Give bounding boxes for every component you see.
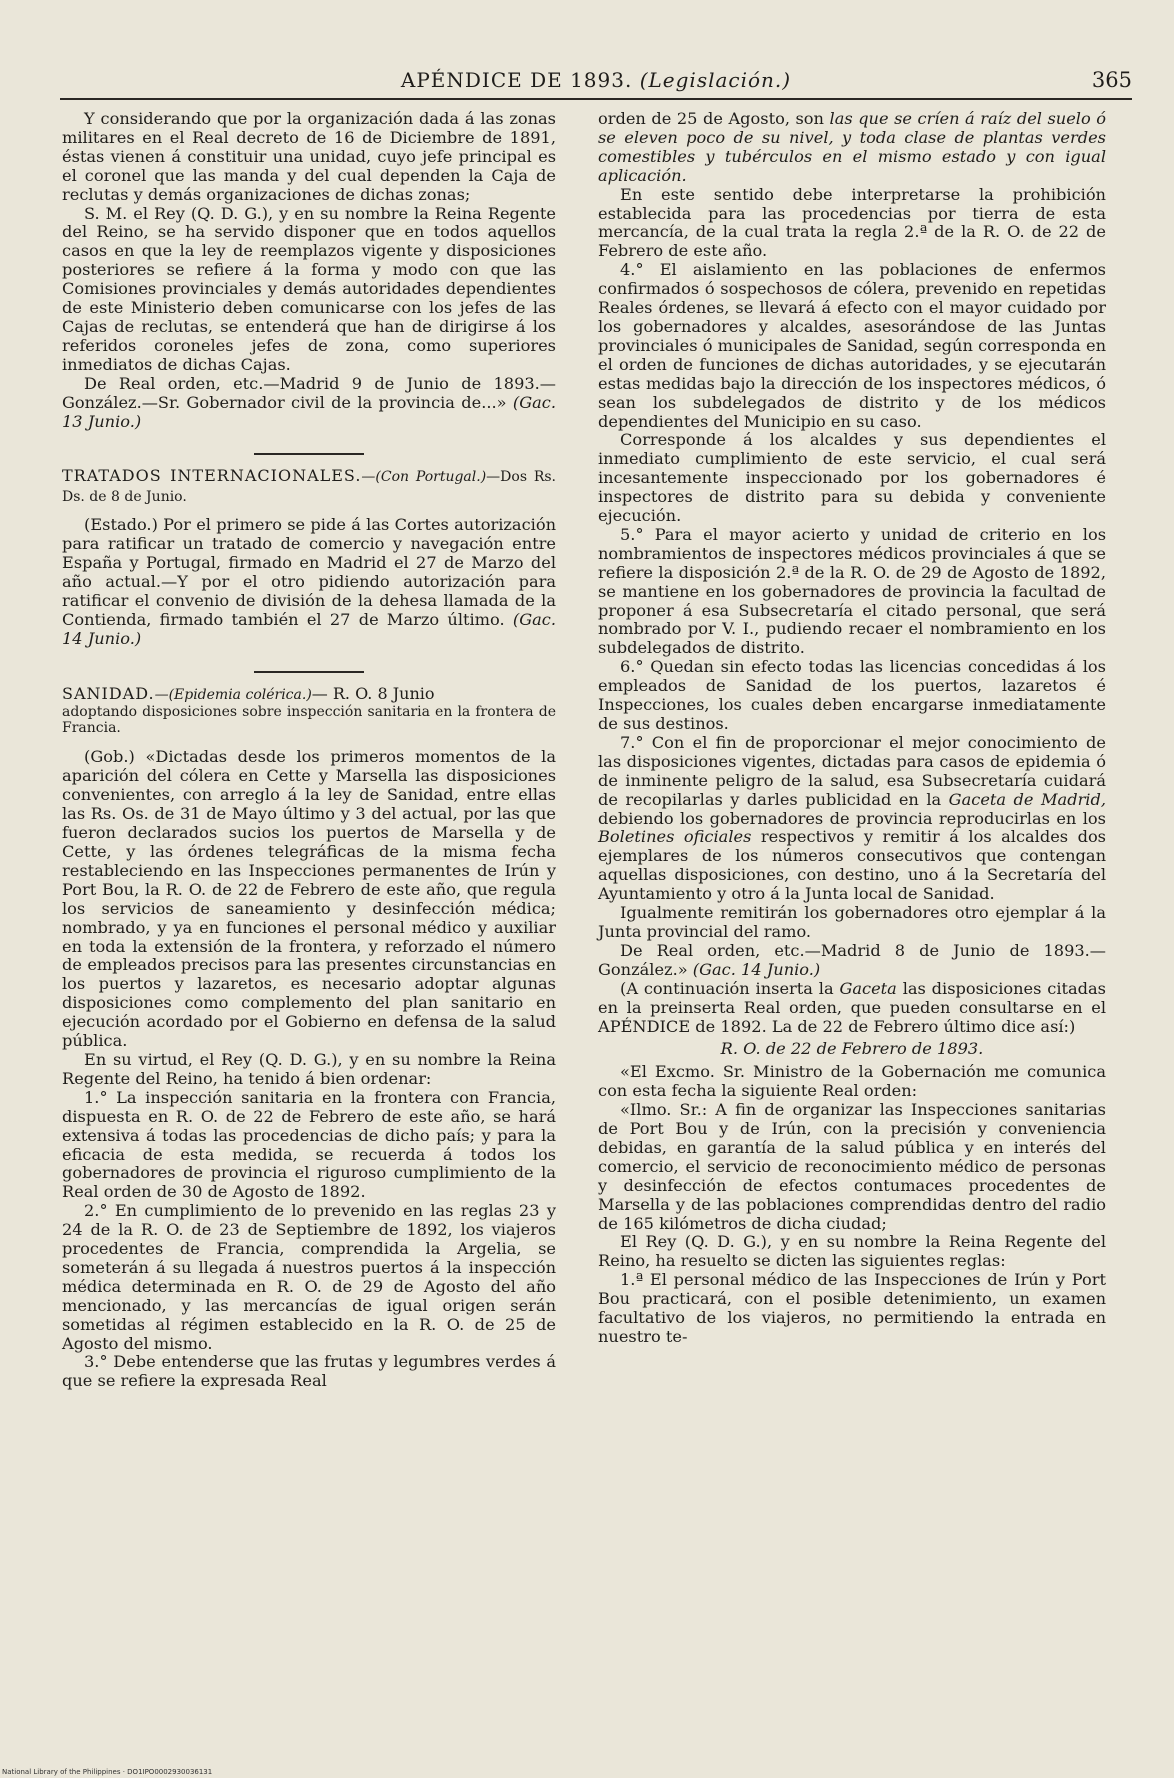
paragraph: 2.° En cumplimiento de lo prevenido en las reglas 23 y 24 de la R. O. de 23 de Septiembre de 1892, los viajeros procedentes de Francia, comprendida la Argelia, se someterán á su llegada á nuestros puertos á la inspección médica determinada en R. O. de 29 de Agosto del año mencionado, y las mercancías de igual origen serán sometidas al régimen establecido en la R. O. de 25 de Agosto del mismo. xyxy=(62,1201,556,1353)
section-divider xyxy=(254,453,364,455)
paragraph: 1.° La inspección sanitaria en la frontera con Francia, dispuesta en R. O. de 22 de Febrero de este año, se hará extensiva á todas las procedencias de dicho país; y para la eficacia de esta medida, se recuerda á todos los gobernadores de provincia el riguroso cumplimiento de la Real orden de 30 de Agosto de 1892. xyxy=(62,1087,556,1202)
paragraph: 4.° El aislamiento en las poblaciones de enfermos confirmados ó sospechosos de cólera, prevenido en repetidas Reales órdenes, se llevará á efecto con el mayor cuidado por los gobernadores y alcaldes, asesorándose de las Juntas provinciales ó municipales de Sanidad, según corresponda en el orden de funciones de dichas autoridades, y se ejecutarán estas medidas bajo la dirección de los inspectores médicos, ó sean los subdelegados de distrito y de los médicos dependientes del Municipio en su caso. xyxy=(598,260,1106,431)
gazette-reference: (Gac. 13 Junio.) xyxy=(62,392,556,431)
paragraph-text: respectivos y remitir á los alcaldes dos ejemplares de los números consecutivos que contengan aquellas disposiciones, con destino, uno á la Secretaría del Ayuntamiento y otro á la Junta local de Sanidad. xyxy=(598,827,1106,904)
paragraph xyxy=(598,734,1106,904)
page-header xyxy=(60,64,1132,100)
paragraph: S. M. el Rey (Q. D. G.), y en su nombre la Reina Regente del Reino, se ha servido disponer que en todos aquellos casos en que la ley de reemplazos vigente y disposiciones posteriores se refiere á la forma y modo con que las Comisiones provinciales y demás autoridades dependientes de este Ministerio deben comunicarse con los jefes de las Cajas de reclutas, se entenderá que han de dirigirse á los referidos coroneles jefes de zona, como superiores inmediatos de dichas Cajas. xyxy=(62,203,556,374)
paragraph xyxy=(598,942,1106,980)
heading-subtitle: —(Epidemia colérica.) xyxy=(154,686,312,703)
paragraph: 3.° Debe entenderse que las frutas y legumbres verdes á que se refiere la expresada Real xyxy=(62,1352,556,1391)
paragraph: En su virtud, el Rey (Q. D. G.), y en su nombre la Reina Regente del Reino, ha tenido á bien ordenar: xyxy=(62,1049,556,1088)
running-title-italic: (Legislación.) xyxy=(639,68,792,92)
heading-summary: —Dos Rs. Ds. de 8 de Junio. xyxy=(62,469,557,506)
running-title-main: APÉNDICE DE 1893. xyxy=(400,68,633,92)
italic-text: las que se críen á raíz del suelo ó se eleven poco de su nivel, y toda clase de plantas verdes comestibles y tubérculos en el mismo estado y con igual aplicación. xyxy=(598,109,1107,185)
paragraph-text: 7.° Con el fin de proporcionar el mejor conocimiento de las disposiciones vigentes, dictadas para casos de epidemia ó de inminente peligro de la salud, esa Subsecretaría cuidará de recopilarlas y darles publicidad en la xyxy=(598,732,1106,809)
gazette-reference: (Gac. 14 Junio.) xyxy=(62,609,557,648)
section-heading xyxy=(62,467,556,506)
paragraph-text: orden de 25 de Agosto, son xyxy=(598,109,824,128)
paragraph-text: debiendo los gobernadores de provincia reproducirlas en los xyxy=(598,808,1106,828)
heading-subtitle: —(Con Portugal.) xyxy=(361,469,487,486)
section-divider xyxy=(254,671,364,673)
paragraph xyxy=(62,375,556,432)
italic-text: Boletines oficiales xyxy=(598,827,752,847)
heading-title: TRATADOS INTERNACIONALES. xyxy=(62,466,362,486)
scan-footer-note: National Library of the Philippines · DO1IPO0002930036131 xyxy=(2,1768,213,1776)
paragraph xyxy=(598,110,1106,186)
italic-text: Gaceta de Madrid, xyxy=(948,789,1106,809)
section-heading xyxy=(62,685,556,705)
paragraph: 1.ª El personal médico de las Inspecciones de Irún y Port Bou practicará, con el posible detenimiento, un examen facultativo de los viajeros, no permitiendo la entrada en nuestro te- xyxy=(598,1270,1106,1346)
heading-title: SANIDAD. xyxy=(62,683,155,703)
paragraph xyxy=(62,516,556,648)
paragraph-text: De Real orden, etc.—Madrid 8 de Junio de 1893.—González.» xyxy=(598,940,1106,979)
paragraph-text: De Real orden, etc.—Madrid 9 de Junio de 1893.—González.—Sr. Gobernador civil de la provincia de...» xyxy=(62,373,556,412)
gazette-reference: (Gac. 14 Junio.) xyxy=(692,959,821,979)
section-summary: adoptando disposiciones sobre inspección sanitaria en la frontera de Francia. xyxy=(62,704,556,737)
paragraph: Y considerando que por la organización dada á las zonas militares en el Real decreto de 16 de Diciembre de 1891, éstas vienen á constituir una unidad, cuyo jefe principal es el coronel que las manda y del cual dependen la Caja de reclutas y demás organizaciones de dichas zonas; xyxy=(62,109,556,204)
paragraph xyxy=(598,980,1106,1037)
right-column xyxy=(598,110,1106,1347)
paragraph: Igualmente remitirán los gobernadores otro ejemplar á la Junta provincial del ramo. xyxy=(598,903,1106,941)
paragraph-text: (A continuación inserta la xyxy=(620,978,834,998)
paragraph: «Ilmo. Sr.: A fin de organizar las Inspecciones sanitarias de Port Bou y de Irún, con la precisión y conveniencia debidas, en garantía de la salud pública y en interés del comercio, el servicio de reconocimiento médico de personas y desinfección de efectos contumaces procedentes de Marsella y de las poblaciones comprendidas dentro del radio de 165 kilómetros de dicha ciudad; xyxy=(598,1100,1106,1233)
paragraph-text: las disposiciones citadas en la preinserta Real orden, que pueden consultarse en el APÉNDICE de 1892. La de 22 de Febrero último dice así:) xyxy=(598,978,1106,1036)
paragraph: El Rey (Q. D. G.), y en su nombre la Reina Regente del Reino, ha resuelto se dicten las siguientes reglas: xyxy=(598,1232,1106,1271)
paragraph: Corresponde á los alcaldes y sus dependientes el inmediato cumplimiento de este servicio, el cual será incesantemente inspeccionado por los gobernadores é inspectores de distrito para su debida y conveniente ejecución. xyxy=(598,430,1106,526)
heading-tail: — R. O. 8 Junio xyxy=(311,683,435,703)
order-title: R. O. de 22 de Febrero de 1893. xyxy=(720,1039,984,1059)
paragraph: (Gob.) «Dictadas desde los primeros momentos de la aparición del cólera en Cette y Marsella las disposiciones convenientes, con arreglo á la ley de Sanidad, entre ellas las Rs. Os. de 31 de Mayo último y 3 del actual, por las que fueron declarados sucios los puertos de Marsella y de Cette, y las órdenes telegráficas de la misma fecha restableciendo en las Inspecciones permanentes de Irún y Port Bou, la R. O. de 22 de Febrero de este año, que regula los servicios de saneamiento y desinfección médica; nombrado, y ya en funciones el personal médico y auxiliar en toda la extensión de la frontera, y reforzado el número de empleados precisos para las presentes circunstancias en los puertos y lazaretos, es necesario adoptar algunas disposiciones como complemento del plan sanitario en ejecución acordado por el Gobierno en defensa de la salud pública. xyxy=(62,747,556,1051)
paragraph: En este sentido debe interpretarse la prohibición establecida para las procedencias por tierra de esta mercancía, de la cual trata la regla 2.ª de la R. O. de 22 de Febrero de este año. xyxy=(598,184,1106,261)
italic-text: Gaceta xyxy=(839,978,897,998)
paragraph: 5.° Para el mayor acierto y unidad de criterio en los nombramientos de inspectores médicos provinciales á que se refiere la disposición 2.ª de la R. O. de 29 de Agosto de 1892, se mantiene en los gobernadores de provincia la facultad de proponer á esa Subsecretaría el citado personal, que será nombrado por V. I., pudiendo recaer el nombramiento en los subdelegados de distrito. xyxy=(598,524,1106,658)
page-number: 365 xyxy=(1091,68,1132,92)
left-column xyxy=(62,110,556,1391)
running-title xyxy=(60,68,1132,92)
paragraph: «El Excmo. Sr. Ministro de la Gobernación me comunica con esta fecha la siguiente Real orden: xyxy=(598,1062,1106,1101)
paragraph: 6.° Quedan sin efecto todas las licencias concedidas á los empleados de Sanidad de los puertos, lazaretos é Inspecciones, los cuales deben encargarse inmediatamente de sus destinos. xyxy=(598,657,1106,733)
paragraph-text: (Estado.) Por el primero se pide á las Cortes autorización para ratificar un tratado de comercio y navegación entre España y Portugal, firmado en Madrid el 27 de Marzo del año actual.—Y por el otro pidiendo autorización para ratificar el convenio de división de la dehesa llamada de la Contienda, firmado también el 27 de Marzo último. xyxy=(62,515,556,629)
